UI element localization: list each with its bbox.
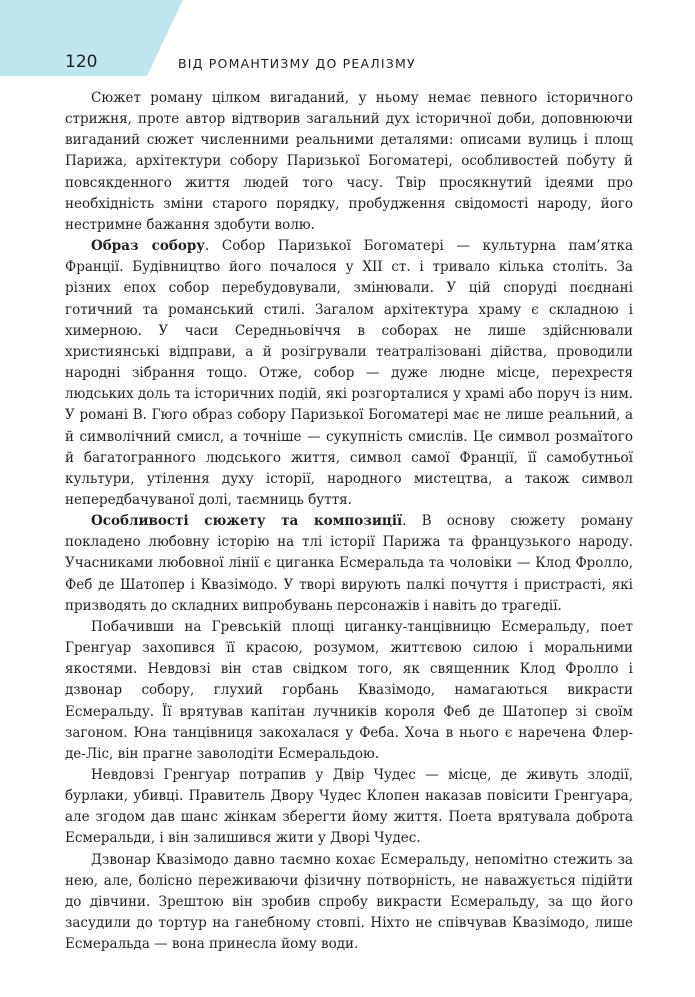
paragraph-heading: Образ собору: [91, 238, 205, 255]
paragraph-text: Сюжет роману цілком вигаданий, у ньому немає певного історичного стрижня, проте автор відтворив загальний дух історичної доби, доповнюючи вигаданий сюжет численними реальними деталями: описами вулиць і площ Парижа, архітектури собору Паризької Богоматері, особливостей побуту й повсякденного життя людей того часу. Твір просякнутий ідеями про необхідність зміни старого порядку, пробудження свідомості народу, його нестримне бажання здобути волю.: [65, 90, 633, 233]
paragraph-quasimodo: [65, 850, 633, 956]
paragraph-cathedral-image: [65, 236, 633, 511]
paragraph-text: Невдовзі Гренгуар потрапив у Двір Чудес — місце, де живуть злодії, бурлаки, убивці. Правитель Двору Чудес Клопен наказав повісити Гренгуара, але згодом дав шанс жінкам зберегти йому життя. Поета врятувала доброта Есмеральди, і він залишився жити у Дворі Чудес.: [65, 767, 633, 847]
page-number: 120: [65, 52, 98, 72]
paragraph-heading: Особливості сюжету та композиції: [91, 513, 403, 530]
paragraph-court-of-miracles: [65, 765, 633, 850]
paragraph-text: . В основу сюжету роману покладено любовну історію на тлі історії Парижа та французького народу. Учасниками любовної лінії є циганка Есмеральда та чоловіки — Клод Фролло, Феб де Шатопер і Квазімодо. У творі вирують палкі почуття і пристрасті, які призводять до складних випробувань персонажів і навіть до трагедії.: [65, 513, 633, 614]
body-text: [65, 88, 633, 955]
paragraph-text: Дзвонар Квазімодо давно таємно кохає Есмеральду, непомітно стежить за нею, але, болісно переживаючи фізичну потворність, не наважується підійти до дівчини. Зрештою він зробив спробу викрасти Есмеральду, за що його засудили до тортур на ганебному стовпі. Ніхто не співчував Квазімодо, лише Есмеральда — вона принесла йому води.: [65, 851, 633, 953]
paragraph-text: Побачивши на Гревській площі циганку-танцівницю Есмеральду, поет Гренгуар захопився її красою, розумом, життєвою силою і моральними якостями. Невдовзі він став свідком того, як священник Клод Фролло і дзвонар собору, глухий горбань Квазімодо, намагаються викрасти Есмеральду. Її врятував капітан лучників короля Феб де Шатопер зі своїм загоном. Юна танцівниця закохалася у Феба. Хоча в нього є наречена Флер-де-Ліс, він прагне заволодіти Есмеральдою.: [65, 618, 633, 762]
paragraph-plot-composition: [65, 511, 633, 617]
running-title: ВІД РОМАНТИЗМУ ДО РЕАЛІЗМУ: [178, 56, 416, 71]
paragraph-gringoire-meets-esmeralda: [65, 617, 633, 765]
paragraph-plot-overview: [65, 88, 633, 236]
paragraph-text: . Собор Паризької Богоматері — культурна пам’ятка Франції. Будівництво його почалося у XII ст. і тривало кілька століть. За різних епох собор перебудовували, змінювали. У цій споруді поєднані готичний та романський стилі. Загалом архітектура храму є складною і химерною. У часи Середньовіччя в соборах не лише здійснювали християнські відправи, а й розігрували театралізовані дійства, проводили народні зібрання тощо. Отже, собор — дуже людне місце, перехрестя людських доль та історичних подій, які розгорталися у храмі або поруч із ним. У романі В. Гюго образ собору Паризької Богоматері має не лише реальний, а й символічний смисл, а точніше — сукупність смислів. Це символ розмаїтого й багатогранного людського життя, символ самої Франції, її самобутньої культури, утілення духу історії, народного мистецтва, а також символ непередбачуваної долі, таємниць буття.: [65, 238, 633, 508]
